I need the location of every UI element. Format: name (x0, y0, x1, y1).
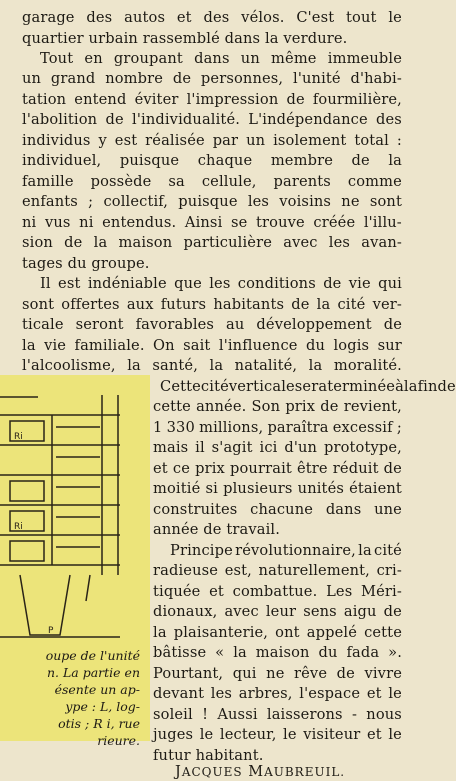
word: : (396, 132, 402, 149)
word: de (437, 378, 456, 395)
word: cette (153, 398, 191, 415)
word: réduit (332, 460, 379, 477)
word: millions, (199, 419, 264, 436)
word: cité (200, 378, 229, 395)
author-signature (175, 764, 365, 780)
word: un (246, 132, 266, 149)
word: rêve (294, 665, 328, 682)
word: maison (255, 644, 310, 661)
word: ni (79, 214, 94, 231)
word: réalisée (145, 132, 205, 149)
word: Méri- (361, 583, 402, 600)
word: fada (346, 644, 380, 661)
word: l'abolition (22, 111, 98, 128)
word: L'indépendance (248, 111, 368, 128)
caption-line: otis ; R i, rue (58, 716, 140, 731)
word: juges (153, 726, 194, 743)
signature-text: AUBREUIL. (264, 765, 346, 779)
word: ». (388, 644, 402, 661)
word: l'unité (293, 70, 341, 87)
word: avec (283, 234, 318, 251)
word: « (215, 644, 225, 661)
word: habitants (213, 296, 285, 313)
word: leur (265, 603, 297, 620)
word: un (22, 70, 42, 87)
word: de (336, 665, 355, 682)
word: chacune (250, 501, 314, 518)
word: de (383, 603, 402, 620)
word: sa (168, 173, 185, 190)
word: prix (285, 398, 316, 415)
text-line (22, 30, 402, 48)
word: l'illu- (363, 214, 402, 231)
word: s'agit (211, 439, 253, 456)
text-line (40, 50, 402, 68)
word: Son (251, 398, 281, 415)
word: terminée (327, 378, 396, 395)
text-line (170, 542, 402, 560)
word: révolutionnaire, (235, 542, 356, 559)
text-line (22, 214, 402, 232)
word: la (233, 644, 247, 661)
word: dans (325, 501, 362, 518)
word: soleil (153, 706, 193, 723)
word: entend (74, 91, 127, 108)
text-line (153, 521, 402, 539)
word: unités (297, 480, 344, 497)
word: un (240, 50, 260, 67)
word: de (351, 152, 370, 169)
text-line (153, 665, 402, 683)
word: prix (195, 460, 225, 477)
text-line-content: tages du groupe. (22, 255, 150, 272)
text-line-content: futur habitant. (153, 747, 264, 764)
word: du (318, 644, 338, 661)
word: si (205, 480, 218, 497)
word: l'espace (299, 685, 361, 702)
word: les (209, 275, 231, 292)
word: qui (378, 275, 402, 292)
word: verticale (228, 378, 295, 395)
word: cellule, (201, 173, 257, 190)
word: des (86, 9, 113, 26)
text-line (153, 624, 402, 642)
word: arbres, (238, 685, 293, 702)
text-line (22, 296, 402, 314)
text-line (153, 726, 402, 744)
word: famille (22, 173, 74, 190)
word: est (58, 275, 81, 292)
word: personnes, (200, 70, 284, 87)
word: 1 (153, 419, 163, 436)
word: aux (126, 296, 154, 313)
word: bâtisse (153, 644, 207, 661)
word: laisserons (266, 706, 343, 723)
word: visiteur (303, 726, 361, 743)
word: naturellement, (258, 562, 370, 579)
text-line (22, 255, 402, 273)
word: pourrait (230, 460, 292, 477)
word: la (308, 357, 323, 374)
word: groupant (113, 50, 183, 67)
word: une (374, 501, 402, 518)
word: la (93, 234, 108, 251)
word: il (195, 439, 205, 456)
word: moralité. (333, 357, 402, 374)
text-line (153, 644, 402, 662)
text-line (153, 439, 402, 457)
word: parents (273, 173, 331, 190)
word: On (153, 337, 175, 354)
word: Ainsi (184, 214, 223, 231)
word: individus (22, 132, 91, 149)
word: la (127, 357, 141, 374)
word: ! (202, 706, 209, 723)
text-line (22, 132, 402, 150)
word: de (105, 111, 124, 128)
text-line (22, 173, 402, 191)
word: membre (270, 152, 333, 169)
word: et (176, 9, 192, 26)
word: la (358, 542, 372, 559)
text-line (153, 685, 402, 703)
word: paraîtra (267, 419, 329, 436)
word: ont (275, 624, 300, 641)
caption-line: ésente un ap- (54, 682, 140, 697)
word: sait (183, 337, 211, 354)
word: ver- (372, 296, 402, 313)
word: 330 (166, 419, 195, 436)
text-line (22, 111, 402, 129)
word: dionaux, (153, 603, 218, 620)
word: et (209, 583, 224, 600)
caption-line: rieure. (97, 733, 140, 748)
word: l'individualité. (132, 111, 241, 128)
word: garage (22, 9, 75, 26)
word: Cette (160, 378, 201, 395)
text-line (153, 562, 402, 580)
word: maison (118, 234, 173, 251)
word: avec (224, 603, 259, 620)
word: de (291, 296, 310, 313)
word: est (114, 132, 138, 149)
word: l'impression (186, 91, 279, 108)
word: les (210, 685, 233, 702)
caption-line: n. La partie en (47, 665, 140, 680)
word: l'influence (218, 337, 298, 354)
word: tiquée (153, 583, 201, 600)
word: développement (256, 316, 372, 333)
word: favorables (135, 316, 215, 333)
word: mais (153, 439, 189, 456)
word: familiale. (74, 337, 145, 354)
word: au (226, 316, 245, 333)
word: se (230, 214, 248, 231)
word: ne (266, 665, 285, 682)
word: C'est (296, 9, 335, 26)
word: voisins (279, 193, 332, 210)
word: sens (303, 603, 337, 620)
figure-label: Ri (14, 522, 23, 532)
text-line (160, 378, 456, 396)
word: chaque (197, 152, 253, 169)
word: en (84, 50, 103, 67)
word: sont (369, 193, 402, 210)
word: Il (40, 275, 51, 292)
word: année. (196, 398, 247, 415)
signature-initial: J (175, 764, 182, 780)
word: par (212, 132, 239, 149)
word: le (388, 9, 402, 26)
text-line (22, 316, 402, 334)
word: Aussi (217, 706, 258, 723)
word: collectif, (103, 193, 169, 210)
word: trouve (256, 214, 305, 231)
word: ni (22, 214, 37, 231)
word: cette (364, 624, 402, 641)
word: de (320, 398, 339, 415)
word: de (383, 316, 402, 333)
word: est, (224, 562, 252, 579)
word: le (388, 726, 402, 743)
word: enfants (22, 193, 78, 210)
word: y (98, 132, 107, 149)
word: aigu (343, 603, 377, 620)
word: cri- (376, 562, 402, 579)
text-line (22, 91, 402, 109)
word: ici (259, 439, 278, 456)
text-line (22, 234, 402, 252)
text-line-content: quartier urbain rassemblé dans la verdure. (22, 30, 348, 47)
word: créée (313, 214, 356, 231)
text-line (40, 275, 402, 293)
word: le (199, 726, 214, 743)
word: vivre (364, 665, 402, 682)
word: de (286, 91, 305, 108)
word: ticale (22, 316, 64, 333)
word: les (247, 193, 270, 210)
text-line (22, 357, 402, 375)
word: à (395, 378, 404, 395)
figure-panel (0, 375, 150, 748)
signature-initial: M (248, 764, 265, 780)
word: qui (232, 665, 257, 682)
word: vélos. (241, 9, 285, 26)
word: plusieurs (223, 480, 293, 497)
text-line (153, 603, 402, 621)
word: isolement (273, 132, 347, 149)
word: grand (50, 70, 96, 87)
word: la (388, 152, 402, 169)
text-line (153, 480, 402, 498)
word: tation (22, 91, 67, 108)
word: seront (75, 316, 124, 333)
word: ; (88, 193, 94, 210)
word: indéniable (87, 275, 167, 292)
text-line (22, 193, 402, 211)
word: moitié (153, 480, 201, 497)
word: offertes (61, 296, 120, 313)
word: Tout (40, 50, 74, 67)
word: vie (348, 275, 371, 292)
word: sion (22, 234, 53, 251)
text-line (22, 152, 402, 170)
word: cité (374, 542, 402, 559)
word: fourmilière, (312, 91, 402, 108)
word: autos (124, 9, 166, 26)
signature-text: ACQUES (181, 765, 243, 779)
word: la (209, 357, 224, 374)
word: et (366, 726, 382, 743)
word: construites (153, 501, 238, 518)
text-line (153, 747, 402, 765)
word: des (376, 111, 402, 128)
text-line (153, 460, 402, 478)
text-line (153, 419, 402, 437)
word: comme (347, 173, 402, 190)
word: immeuble (327, 50, 402, 67)
word: - (351, 706, 358, 723)
word: futurs (160, 296, 207, 313)
word: ce (172, 460, 191, 477)
word: dans (194, 50, 230, 67)
word: cité (337, 296, 366, 313)
word: éviter (134, 91, 179, 108)
word: du (306, 337, 326, 354)
text-line (22, 70, 402, 88)
word: entendus. (102, 214, 177, 231)
word: l'alcoolisme, (22, 357, 116, 374)
word: vus (44, 214, 71, 231)
word: appelé (306, 624, 357, 641)
word: être (297, 460, 328, 477)
word: ne (341, 193, 360, 210)
caption-line: oupe de l'unité (45, 648, 140, 663)
word: radieuse (153, 562, 219, 579)
word: santé, (152, 357, 198, 374)
word: avan- (361, 234, 402, 251)
word: et (153, 460, 168, 477)
text-line (153, 706, 402, 724)
word: d'un (284, 439, 318, 456)
word: les (328, 234, 351, 251)
word: le (388, 685, 402, 702)
word: plaisanterie, (173, 624, 269, 641)
word: sera (294, 378, 328, 395)
text-line (153, 583, 402, 601)
word: de (383, 460, 402, 477)
word: vie (44, 337, 67, 354)
word: sur (377, 337, 402, 354)
word: nombre (105, 70, 164, 87)
text-line (153, 398, 402, 416)
figure-label: Ri (14, 432, 23, 442)
word: étaient (349, 480, 402, 497)
word: prototype, (323, 439, 402, 456)
word: le (283, 726, 297, 743)
word: Les (326, 583, 353, 600)
word: et (366, 685, 382, 702)
caption-line: ype : L, log- (65, 699, 140, 714)
word: tout (346, 9, 377, 26)
word: que (174, 275, 202, 292)
word: fin (417, 378, 438, 395)
word: la (22, 337, 36, 354)
word: combattue. (232, 583, 318, 600)
word: natalité, (234, 357, 298, 374)
word: des (203, 9, 230, 26)
word: la (153, 624, 167, 641)
word: lecteur, (219, 726, 277, 743)
text-line (153, 501, 402, 519)
word: Pourtant, (153, 665, 224, 682)
word: devant (153, 685, 205, 702)
word: logis (333, 337, 370, 354)
text-line (22, 337, 402, 355)
word: nous (366, 706, 402, 723)
word: total (354, 132, 389, 149)
word: excessif (332, 419, 393, 436)
word: de (172, 70, 192, 87)
word: de (323, 275, 342, 292)
word: la (316, 296, 331, 313)
word: particulière (183, 234, 273, 251)
word: possède (90, 173, 152, 190)
word: la (403, 378, 418, 395)
word: sont (22, 296, 55, 313)
word: puisque (119, 152, 180, 169)
word: ; (396, 419, 402, 436)
figure-label: P (48, 626, 54, 636)
word: de (64, 234, 83, 251)
word: même (271, 50, 317, 67)
word: conditions (237, 275, 316, 292)
text-line (22, 9, 402, 27)
word: Principe (170, 542, 233, 559)
text-line-content: année de travail. (153, 521, 281, 538)
word: revient, (343, 398, 402, 415)
word: d'habi- (350, 70, 402, 87)
word: puisque (178, 193, 238, 210)
word: individuel, (22, 152, 102, 169)
